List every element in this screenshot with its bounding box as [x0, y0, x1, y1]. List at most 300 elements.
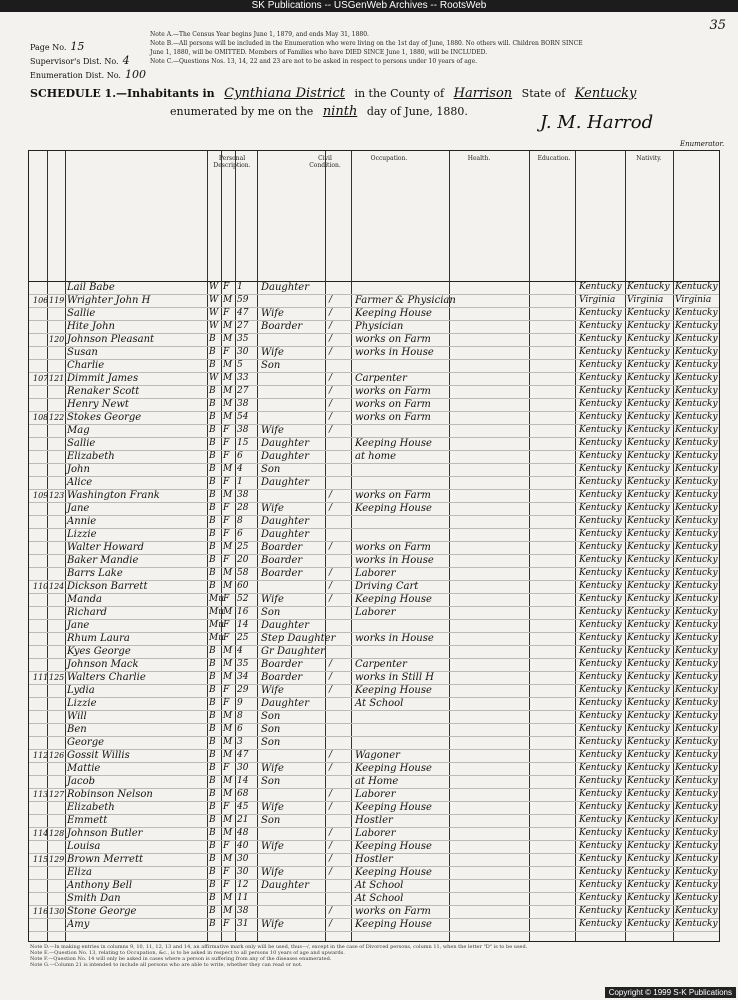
cell-bp: Kentucky	[579, 880, 622, 890]
table-row	[29, 411, 719, 425]
cell-fam: 126	[49, 751, 65, 760]
page-stamp: 35	[709, 18, 726, 33]
cell-color: B	[209, 399, 216, 409]
cell-rel: Daughter	[261, 282, 309, 293]
cell-sex: F	[223, 516, 230, 526]
cell-occ: Keeping House	[355, 802, 432, 813]
table-row	[29, 294, 719, 308]
cell-name: Smith Dan	[67, 893, 121, 904]
schedule-heading	[30, 86, 720, 101]
cell-rel: Wife	[261, 308, 284, 319]
table-row	[29, 918, 719, 932]
cell-name: Louisa	[67, 841, 101, 852]
table-row	[29, 892, 719, 906]
cell-age: 8	[237, 516, 243, 526]
page-info	[30, 40, 146, 82]
table-row	[29, 684, 719, 698]
cell-color: B	[209, 802, 216, 812]
cell-fbp: Kentucky	[627, 503, 670, 513]
cell-occ: Physician	[355, 321, 404, 332]
cell-occ: Hostler	[355, 854, 393, 865]
cell-bp: Kentucky	[579, 451, 622, 461]
cell-mar: /	[329, 503, 333, 513]
cell-mar: /	[329, 386, 333, 396]
cell-rel: Daughter	[261, 477, 309, 488]
cell-sex: M	[223, 854, 233, 864]
cell-mar: /	[329, 919, 333, 929]
table-row	[29, 281, 719, 295]
cell-sex: M	[223, 568, 233, 578]
cell-rel: Boarder	[261, 321, 303, 332]
cell-name: Renaker Scott	[67, 386, 140, 397]
cell-bp: Kentucky	[579, 659, 622, 669]
cell-name: Mattie	[67, 763, 101, 774]
cell-bp: Kentucky	[579, 412, 622, 422]
cell-color: W	[209, 308, 219, 318]
header-nativity: Nativity.	[636, 155, 662, 162]
header-civil: Civil Condition.	[309, 155, 341, 169]
cell-sex: M	[223, 672, 233, 682]
table-row	[29, 580, 719, 594]
cell-name: Annie	[67, 516, 97, 527]
cell-name: John	[67, 464, 90, 475]
cell-mbp: Kentucky	[675, 490, 718, 500]
cell-mar: /	[329, 659, 333, 669]
cell-mar: /	[329, 594, 333, 604]
cell-mbp: Kentucky	[675, 750, 718, 760]
cell-fbp: Kentucky	[627, 620, 670, 630]
cell-bp: Kentucky	[579, 334, 622, 344]
cell-mar: /	[329, 490, 333, 500]
enumerator-signature: J. M. Harrod	[540, 112, 654, 133]
cell-sex: M	[223, 828, 233, 838]
cell-fbp: Kentucky	[627, 334, 670, 344]
cell-fbp: Kentucky	[627, 659, 670, 669]
cell-fbp: Kentucky	[627, 698, 670, 708]
cell-age: 28	[237, 503, 249, 513]
cell-mar: /	[329, 672, 333, 682]
cell-mar: /	[329, 763, 333, 773]
cell-name: Johnson Pleasant	[67, 334, 155, 345]
cell-name: Amy	[67, 919, 90, 930]
cell-age: 16	[237, 607, 249, 617]
cell-occ: Keeping House	[355, 841, 432, 852]
cell-bp: Kentucky	[579, 542, 622, 552]
cell-mbp: Kentucky	[675, 880, 718, 890]
cell-rel: Daughter	[261, 451, 309, 462]
page-label: Page No.	[30, 43, 67, 52]
cell-color: B	[209, 737, 216, 747]
cell-age: 30	[237, 763, 249, 773]
cell-rel: Gr Daughter	[261, 646, 325, 657]
cell-sex: F	[223, 620, 230, 630]
cell-bp: Kentucky	[579, 802, 622, 812]
cell-name: Rhum Laura	[67, 633, 130, 644]
cell-mar: /	[329, 425, 333, 435]
census-table	[28, 150, 720, 942]
cell-occ: Keeping House	[355, 308, 432, 319]
cell-fam: 124	[49, 582, 65, 591]
cell-fam: 130	[49, 907, 65, 916]
cell-age: 14	[237, 620, 249, 630]
cell-mar: /	[329, 581, 333, 591]
cell-rel: Boarder	[261, 555, 303, 566]
note-d: Note D.—In making entries in columns 9, 10, 11, 12, 13 and 14, an affirmative mark only will be used, thus—/, except in the case of Divorced persons, column 11, when the letter "D" is to be used.	[30, 944, 528, 950]
cell-name: Mag	[67, 425, 90, 436]
table-row	[29, 710, 719, 724]
cell-mbp: Kentucky	[675, 919, 718, 929]
supervisor-label: Supervisor's Dist. No.	[30, 57, 119, 66]
cell-sex: F	[223, 867, 230, 877]
cell-name: Johnson Butler	[67, 828, 143, 839]
table-row	[29, 658, 719, 672]
cell-mbp: Kentucky	[675, 620, 718, 630]
cell-fbp: Kentucky	[627, 568, 670, 578]
table-row	[29, 593, 719, 607]
cell-fbp: Kentucky	[627, 750, 670, 760]
state-label: State of	[521, 87, 566, 100]
cell-name: Dickson Barrett	[67, 581, 148, 592]
cell-color: B	[209, 815, 216, 825]
cell-sex: F	[223, 802, 230, 812]
cell-fbp: Kentucky	[627, 347, 670, 357]
cell-name: Jane	[67, 620, 90, 631]
cell-bp: Kentucky	[579, 893, 622, 903]
cell-color: B	[209, 529, 216, 539]
cell-bp: Kentucky	[579, 555, 622, 565]
cell-name: Emmett	[67, 815, 108, 826]
cell-name: Will	[67, 711, 87, 722]
note-b: Note B.—All persons will be included in the Enumeration who were living on the 1st day of June, 1880. No others will. Children BORN SINCE	[150, 40, 583, 47]
cell-fam: 120	[49, 335, 65, 344]
cell-fam: 129	[49, 855, 65, 864]
cell-occ: Laborer	[355, 789, 396, 800]
cell-occ: works in House	[355, 347, 434, 358]
cell-sex: F	[223, 503, 230, 513]
cell-sex: M	[223, 490, 233, 500]
cell-age: 38	[237, 906, 249, 916]
cell-occ: works on Farm	[355, 334, 431, 345]
cell-age: 54	[237, 412, 249, 422]
cell-fbp: Kentucky	[627, 412, 670, 422]
cell-color: B	[209, 425, 216, 435]
cell-age: 6	[237, 451, 243, 461]
cell-color: W	[209, 373, 219, 383]
table-row	[29, 879, 719, 893]
cell-color: B	[209, 789, 216, 799]
cell-mbp: Kentucky	[675, 360, 718, 370]
cell-occ: Keeping House	[355, 867, 432, 878]
cell-name: Charlie	[67, 360, 105, 371]
header-education: Education.	[537, 155, 571, 162]
cell-color: B	[209, 516, 216, 526]
cell-age: 52	[237, 594, 249, 604]
cell-dw: 114	[33, 829, 49, 838]
cell-dw: 110	[33, 582, 49, 591]
enum-label: enumerated by me on the	[170, 105, 314, 118]
table-row	[29, 489, 719, 503]
cell-name: Alice	[67, 477, 93, 488]
table-row	[29, 827, 719, 841]
cell-color: B	[209, 490, 216, 500]
cell-occ: works in House	[355, 555, 434, 566]
cell-rel: Daughter	[261, 438, 309, 449]
cell-fam: 121	[49, 374, 65, 383]
cell-sex: M	[223, 412, 233, 422]
county-name: Harrison	[453, 86, 513, 101]
cell-color: W	[209, 321, 219, 331]
cell-color: B	[209, 854, 216, 864]
cell-fbp: Kentucky	[627, 789, 670, 799]
cell-age: 11	[237, 893, 249, 903]
cell-rel: Daughter	[261, 516, 309, 527]
cell-age: 48	[237, 828, 249, 838]
cell-bp: Kentucky	[579, 373, 622, 383]
cell-age: 29	[237, 685, 249, 695]
cell-mbp: Kentucky	[675, 893, 718, 903]
table-header	[29, 151, 719, 282]
cell-age: 15	[237, 438, 249, 448]
cell-sex: F	[223, 698, 230, 708]
cell-occ: works on Farm	[355, 542, 431, 553]
cell-rel: Son	[261, 464, 281, 475]
table-row	[29, 697, 719, 711]
table-row	[29, 385, 719, 399]
cell-rel: Son	[261, 607, 281, 618]
enumerator-label: Enumerator.	[680, 140, 725, 148]
cell-bp: Kentucky	[579, 347, 622, 357]
cell-occ: works on Farm	[355, 906, 431, 917]
cell-name: Lydia	[67, 685, 95, 696]
cell-bp: Kentucky	[579, 438, 622, 448]
cell-fbp: Kentucky	[627, 594, 670, 604]
cell-occ: Keeping House	[355, 594, 432, 605]
cell-bp: Kentucky	[579, 698, 622, 708]
cell-bp: Kentucky	[579, 646, 622, 656]
cell-bp: Kentucky	[579, 854, 622, 864]
cell-bp: Kentucky	[579, 581, 622, 591]
cell-sex: M	[223, 295, 233, 305]
cell-age: 45	[237, 802, 249, 812]
cell-sex: M	[223, 373, 233, 383]
cell-mbp: Kentucky	[675, 555, 718, 565]
cell-age: 27	[237, 386, 249, 396]
cell-sex: M	[223, 386, 233, 396]
cell-age: 4	[237, 646, 243, 656]
cell-fbp: Kentucky	[627, 672, 670, 682]
cell-age: 38	[237, 425, 249, 435]
cell-occ: At School	[355, 698, 404, 709]
cell-fbp: Kentucky	[627, 815, 670, 825]
cell-fbp: Kentucky	[627, 919, 670, 929]
cell-mbp: Kentucky	[675, 802, 718, 812]
table-row	[29, 814, 719, 828]
cell-occ: Laborer	[355, 607, 396, 618]
cell-color: B	[209, 841, 216, 851]
table-row	[29, 723, 719, 737]
cell-fbp: Kentucky	[627, 477, 670, 487]
cell-rel: Daughter	[261, 529, 309, 540]
cell-mbp: Kentucky	[675, 776, 718, 786]
cell-color: B	[209, 880, 216, 890]
note-f: Note F.—Question No. 14 will only be asked in cases where a person is suffering from any of the diseases enumerated.	[30, 956, 332, 962]
cell-age: 47	[237, 750, 249, 760]
cell-name: Barrs Lake	[67, 568, 123, 579]
cell-mbp: Kentucky	[675, 581, 718, 591]
cell-name: Elizabeth	[67, 451, 115, 462]
cell-fbp: Kentucky	[627, 893, 670, 903]
cell-bp: Kentucky	[579, 360, 622, 370]
note-c: Note C.—Questions Nos. 13, 14, 22 and 23 are not to be asked in respect to persons under 10 years of age.	[150, 58, 478, 65]
cell-mbp: Kentucky	[675, 815, 718, 825]
cell-rel: Son	[261, 724, 281, 735]
cell-rel: Boarder	[261, 542, 303, 553]
cell-age: 6	[237, 724, 243, 734]
cell-mbp: Kentucky	[675, 672, 718, 682]
cell-fbp: Kentucky	[627, 633, 670, 643]
cell-bp: Kentucky	[579, 321, 622, 331]
table-row	[29, 671, 719, 685]
cell-age: 25	[237, 542, 249, 552]
cell-color: B	[209, 906, 216, 916]
cell-sex: F	[223, 880, 230, 890]
cell-name: Stone George	[67, 906, 137, 917]
district-name: Cynthiana District	[224, 86, 345, 101]
cell-name: Hite John	[67, 321, 115, 332]
cell-color: B	[209, 555, 216, 565]
cell-dw: 109	[33, 491, 49, 500]
cell-occ: Keeping House	[355, 919, 432, 930]
cell-sex: M	[223, 724, 233, 734]
cell-bp: Kentucky	[579, 516, 622, 526]
cell-fbp: Kentucky	[627, 854, 670, 864]
cell-age: 9	[237, 698, 243, 708]
copyright-notice: Copyright © 1999 S-K Publications	[605, 987, 736, 998]
table-row	[29, 307, 719, 321]
cell-bp: Kentucky	[579, 841, 622, 851]
cell-fbp: Kentucky	[627, 321, 670, 331]
cell-occ: works in Still H	[355, 672, 434, 683]
cell-color: B	[209, 334, 216, 344]
cell-bp: Kentucky	[579, 464, 622, 474]
cell-color: B	[209, 477, 216, 487]
cell-mar: /	[329, 542, 333, 552]
cell-fbp: Kentucky	[627, 516, 670, 526]
cell-bp: Kentucky	[579, 750, 622, 760]
cell-mbp: Kentucky	[675, 841, 718, 851]
cell-fbp: Kentucky	[627, 282, 670, 292]
cell-bp: Kentucky	[579, 490, 622, 500]
cell-mar: /	[329, 841, 333, 851]
cell-occ: Wagoner	[355, 750, 400, 761]
cell-color: B	[209, 711, 216, 721]
table-row	[29, 333, 719, 347]
cell-color: B	[209, 503, 216, 513]
cell-color: B	[209, 724, 216, 734]
cell-bp: Kentucky	[579, 776, 622, 786]
cell-bp: Kentucky	[579, 737, 622, 747]
cell-mbp: Kentucky	[675, 698, 718, 708]
cell-fbp: Kentucky	[627, 529, 670, 539]
cell-sex: M	[223, 360, 233, 370]
cell-rel: Wife	[261, 763, 284, 774]
cell-name: Stokes George	[67, 412, 142, 423]
cell-mar: /	[329, 828, 333, 838]
cell-dw: 116	[33, 907, 49, 916]
table-row	[29, 567, 719, 581]
cell-mbp: Kentucky	[675, 594, 718, 604]
cell-age: 68	[237, 789, 249, 799]
cell-bp: Kentucky	[579, 711, 622, 721]
cell-rel: Son	[261, 711, 281, 722]
cell-name: Ben	[67, 724, 87, 735]
table-row	[29, 840, 719, 854]
cell-occ: At School	[355, 880, 404, 891]
cell-name: Richard	[67, 607, 107, 618]
cell-rel: Wife	[261, 802, 284, 813]
cell-bp: Kentucky	[579, 399, 622, 409]
cell-mbp: Kentucky	[675, 425, 718, 435]
cell-dw: 112	[33, 751, 49, 760]
cell-color: W	[209, 282, 219, 292]
table-row	[29, 645, 719, 659]
cell-fbp: Virginia	[627, 295, 664, 305]
cell-age: 8	[237, 711, 243, 721]
cell-bp: Kentucky	[579, 620, 622, 630]
footnotes	[30, 944, 590, 968]
cell-color: Mu	[209, 607, 225, 617]
cell-sex: F	[223, 451, 230, 461]
cell-fbp: Kentucky	[627, 490, 670, 500]
cell-sex: M	[223, 646, 233, 656]
cell-bp: Kentucky	[579, 867, 622, 877]
cell-age: 5	[237, 360, 243, 370]
cell-fbp: Kentucky	[627, 685, 670, 695]
cell-occ: Farmer & Physician	[355, 295, 456, 306]
cell-color: Mu	[209, 633, 225, 643]
cell-age: 47	[237, 308, 249, 318]
cell-rel: Wife	[261, 841, 284, 852]
cell-fbp: Kentucky	[627, 906, 670, 916]
cell-fbp: Kentucky	[627, 867, 670, 877]
cell-bp: Kentucky	[579, 828, 622, 838]
cell-occ: works on Farm	[355, 399, 431, 410]
cell-mar: /	[329, 399, 333, 409]
cell-age: 34	[237, 672, 249, 682]
cell-bp: Kentucky	[579, 685, 622, 695]
cell-sex: F	[223, 347, 230, 357]
cell-sex: M	[223, 321, 233, 331]
cell-age: 1	[237, 477, 243, 487]
cell-age: 6	[237, 529, 243, 539]
enumeration-line	[170, 104, 468, 119]
cell-sex: F	[223, 555, 230, 565]
enum-day: ninth	[322, 104, 358, 119]
cell-rel: Wife	[261, 685, 284, 696]
cell-name: Jane	[67, 503, 90, 514]
cell-mbp: Kentucky	[675, 503, 718, 513]
cell-bp: Kentucky	[579, 477, 622, 487]
cell-sex: M	[223, 750, 233, 760]
cell-sex: F	[223, 282, 230, 292]
cell-rel: Daughter	[261, 620, 309, 631]
cell-age: 1	[237, 282, 243, 292]
cell-sex: F	[223, 438, 230, 448]
cell-age: 14	[237, 776, 249, 786]
cell-rel: Daughter	[261, 880, 309, 891]
cell-name: Walters Charlie	[67, 672, 146, 683]
table-row	[29, 762, 719, 776]
